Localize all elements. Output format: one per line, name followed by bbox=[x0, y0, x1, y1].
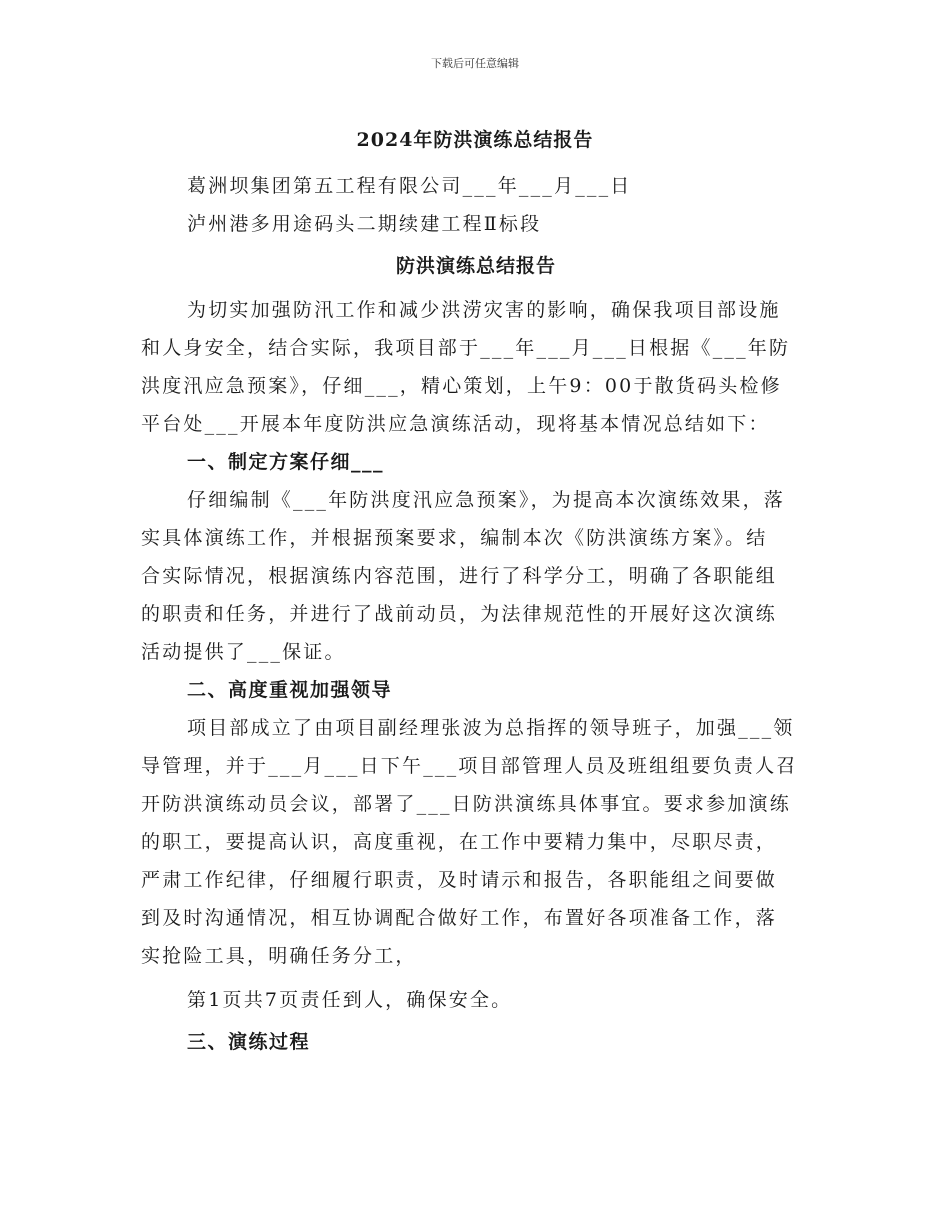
document-body bbox=[141, 167, 811, 1061]
section-heading-3: 三、演练过程 bbox=[187, 1031, 311, 1053]
paragraph-line: 平台处___开展本年度防洪应急演练活动，现将基本情况总结如下： bbox=[141, 413, 770, 435]
paragraph-line: 的职责和任务，并进行了战前动员，为法律规范性的开展好这次演练 bbox=[141, 603, 778, 625]
company-line: 葛洲坝集团第五工程有限公司___年___月___日 bbox=[187, 175, 632, 197]
header-note: 下载后可任意编辑 bbox=[431, 57, 519, 70]
document-title: 2024年防洪演练总结报告 bbox=[356, 129, 594, 151]
section-1-paragraph bbox=[141, 481, 811, 671]
paragraph-line: 洪度汛应急预案》，仔细___，精心策划，上午9：00于散货码头检修 bbox=[141, 375, 782, 397]
paragraph-line: 实抢险工具，明确任务分工， bbox=[141, 945, 417, 967]
project-line: 泸州港多用途码头二期续建工程Ⅱ标段 bbox=[187, 213, 542, 235]
paragraph-line: 为切实加强防汛工作和减少洪涝灾害的影响，确保我项目部设施 bbox=[187, 299, 781, 321]
paragraph-line: 活动提供了___保证。 bbox=[141, 641, 346, 663]
paragraph-line: 和人身安全，结合实际，我项目部于___年___月___日根据《___年防 bbox=[141, 337, 791, 359]
paragraph-line: 合实际情况，根据演练内容范围，进行了科学分工，明确了各职能组 bbox=[141, 565, 778, 587]
paragraph-line: 实具体演练工作，并根据预案要求，编制本次《防洪演练方案》。结 bbox=[141, 527, 768, 549]
intro-paragraph bbox=[141, 291, 811, 443]
paragraph-line: 开防洪演练动员会议，部署了___日防洪演练具体事宜。要求参加演练 bbox=[141, 793, 791, 815]
section-heading-2: 二、高度重视加强领导 bbox=[187, 679, 393, 701]
paragraph-line: 导管理，并于___月___日下午___项目部管理人员及班组组要负责人召 bbox=[141, 755, 798, 777]
paragraph-line: 仔细编制《___年防洪度汛应急预案》，为提高本次演练效果，落 bbox=[187, 489, 786, 511]
paragraph-line: 到及时沟通情况，相互协调配合做好工作，布置好各项准备工作，落 bbox=[141, 907, 778, 929]
page-footer-line: 第1页共7页责任到人，确保安全。 bbox=[187, 989, 513, 1011]
section-heading-1: 一、制定方案仔细___ bbox=[187, 451, 385, 473]
report-title: 防洪演练总结报告 bbox=[395, 255, 556, 277]
paragraph-line: 项目部成立了由项目副经理张波为总指挥的领导班子，加强___领 bbox=[187, 717, 795, 739]
paragraph-line: 严肃工作纪律，仔细履行职责，及时请示和报告，各职能组之间要做 bbox=[141, 869, 778, 891]
paragraph-line: 的职工，要提高认识，高度重视，在工作中要精力集中，尽职尽责， bbox=[141, 831, 778, 853]
section-2-paragraph bbox=[141, 709, 811, 975]
